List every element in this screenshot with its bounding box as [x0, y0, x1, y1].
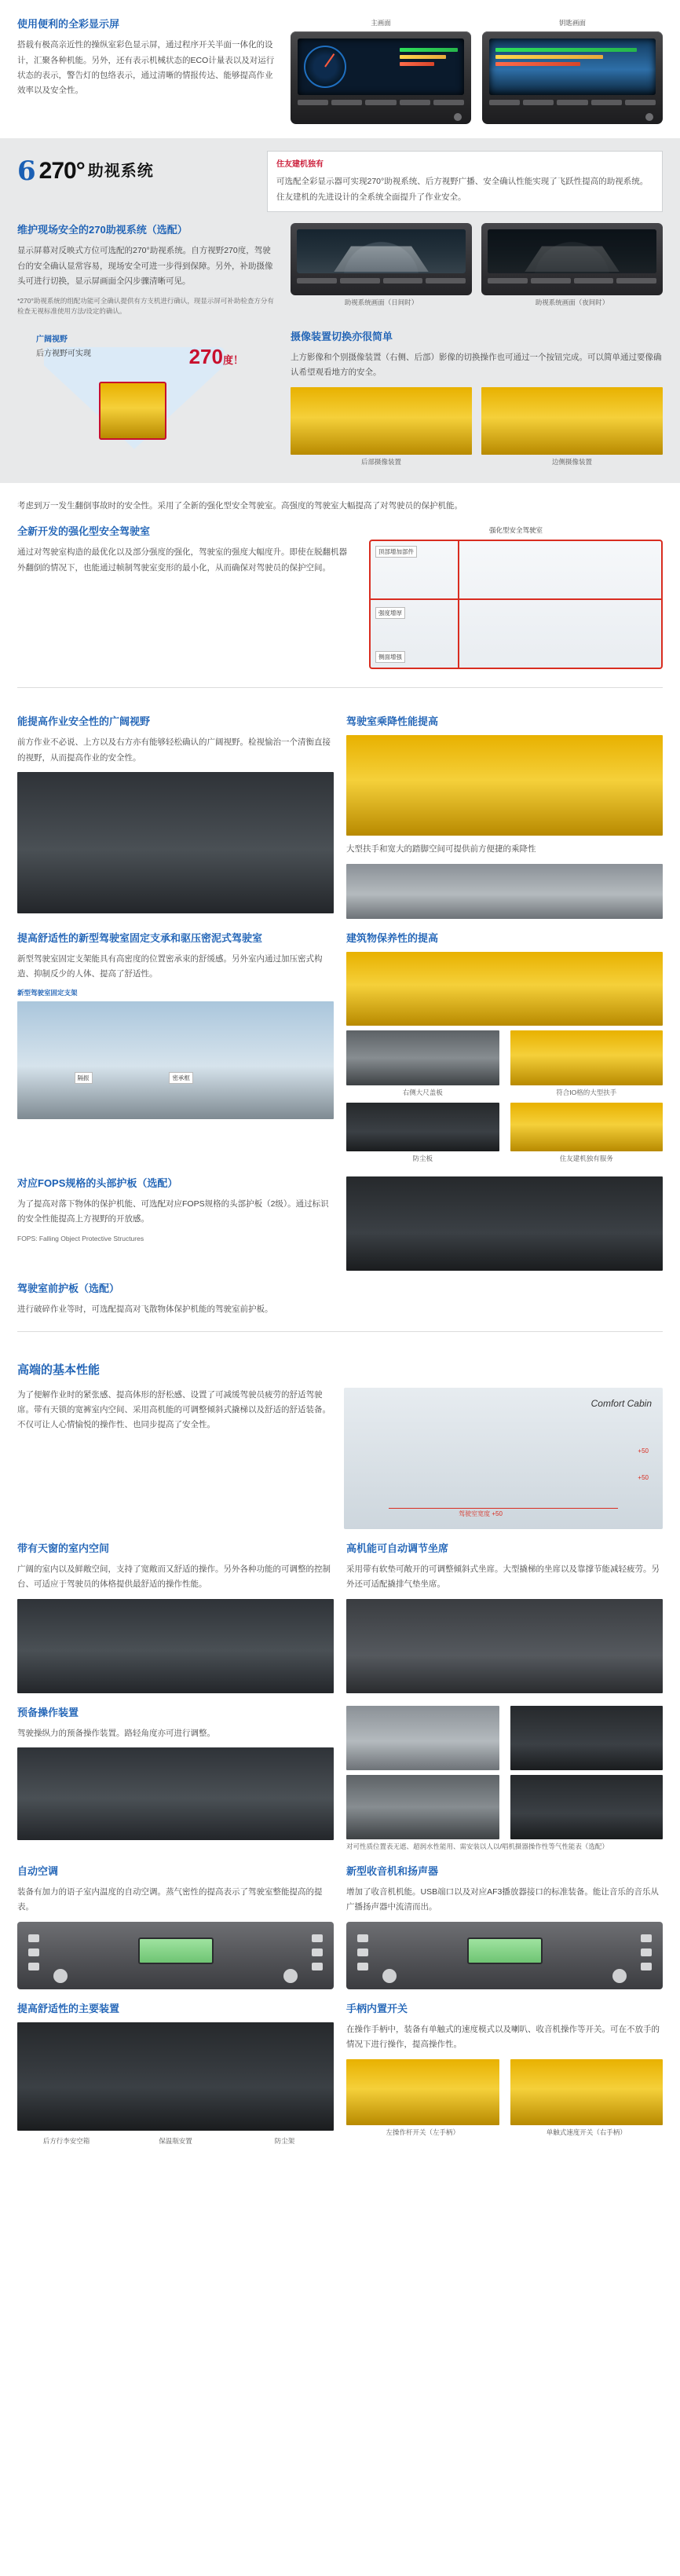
logo-mark: 6: [17, 156, 36, 188]
monitor-main-buttons[interactable]: [298, 100, 464, 105]
photo-console-3: [346, 1775, 499, 1839]
front-guard-heading: 驾驶室前护板（选配）: [17, 1282, 120, 1294]
boarding-heading: 驾驶室乘降性能提高: [346, 715, 439, 728]
section-view-boarding: [0, 702, 680, 919]
view-body: 前方作业不必说、上方以及右方亦有能够轻松确认的广阔视野。检视愉治一个清衡直接的视野，从而提高作业的安全性。: [17, 737, 331, 763]
assist-screen-night: [488, 229, 656, 273]
space-body: 广阔的室内以及鲜敞空间，支持了宽敞而又舒适的操作。另外各种功能的可调整的控制台、可适应于驾驶员的体格提供最舒适的操作性能。: [17, 1564, 331, 1590]
cap-cover-left: 右侧大尺盖板: [402, 1089, 443, 1096]
section-basic-performance: [0, 1346, 680, 1528]
audio-button-4[interactable]: [641, 1934, 652, 1942]
divider-1: [17, 687, 663, 688]
divider-2: [17, 1331, 663, 1332]
cab-frame-diagram: [369, 525, 663, 670]
note-title: 住友建机独有: [276, 159, 324, 169]
photo-cover-left: [346, 1030, 499, 1085]
logo-270: [17, 151, 253, 192]
monitor-key-screen: [489, 38, 656, 95]
key-rows: [495, 48, 649, 69]
audio-button-6[interactable]: [641, 1963, 652, 1970]
assist-monitor-day: [291, 223, 472, 295]
view-angle-diagram: [17, 330, 276, 463]
photo-step-detail: [346, 864, 663, 919]
ac-button-2[interactable]: [28, 1948, 39, 1956]
cap-dust-plate: 防尘板: [412, 1154, 433, 1162]
cap-service: 住友建机独有服务: [559, 1154, 613, 1162]
ac-button-6[interactable]: [312, 1963, 323, 1970]
ac-button-3[interactable]: [28, 1963, 39, 1970]
audio-lcd-display: [467, 1937, 543, 1964]
section-color-display: [0, 0, 680, 138]
fan-sub-label: 后方视野可实现: [36, 349, 91, 358]
audio-button-5[interactable]: [641, 1948, 652, 1956]
safety-heading: 全新开发的强化型安全驾驶室: [17, 525, 151, 538]
monitor-main-title: 主画面: [371, 19, 391, 27]
safety-body: 通过对驾驶室构造的最优化以及部分强度的强化，驾驶室的强度大幅度升。即使在脱翻机器外翻倒的情况下，也能通过帧制驾驶室变形的最小化，从而确保对驾驶员的保护空间。: [17, 547, 347, 573]
cap-side-camera: 边侧摄像装置: [551, 457, 592, 466]
section-ac-audio: [0, 1852, 680, 1989]
photo-damper-diagram: [17, 1001, 334, 1119]
monitor-main: [291, 17, 471, 124]
seat-heading: 高机能可自动调节坐席: [346, 1542, 449, 1554]
dim-b: +50: [638, 1473, 649, 1481]
frame-tag-top: 顶部增加部件: [375, 546, 417, 558]
ac-lcd-display: [138, 1937, 214, 1964]
damper-cap: 新型驾驶室固定支架: [17, 988, 78, 997]
camera-switch-heading: 摄像装置切换亦很简单: [291, 330, 393, 342]
logo-degree: 270°: [38, 157, 85, 184]
section-comfort-parts: [0, 1989, 680, 2146]
photo-adjustable-seat: [346, 1599, 663, 1693]
seat-body: 采用带有软垫可敞开的可调整倾斜式坐席。大型撬梯的坐席以及靠撑节能减轻疲劳。另外还可适配撬排气垫坐席。: [346, 1564, 660, 1590]
dim-a: +50: [638, 1447, 649, 1454]
fops-heading: 对应FOPS规格的头部护板（选配）: [17, 1176, 178, 1189]
photo-armrest-interior: [17, 1747, 334, 1840]
monitor-key-body: [482, 31, 663, 124]
ac-control-panel[interactable]: [17, 1922, 334, 1989]
logo-sub: 助视系统: [87, 162, 154, 180]
cap-right-lever: 单触式速度开关（右手柄）: [546, 2128, 627, 2136]
photo-step-handrail: [346, 735, 663, 836]
section-armrest: [0, 1693, 680, 1852]
audio-heading: 新型收音机和扬声器: [346, 1864, 439, 1877]
assist-cap-night: 助视系统画面（夜间时）: [535, 298, 609, 307]
cap-rear-camera: 后部摄像装置: [360, 457, 401, 466]
photo-comfort-cabin: [344, 1388, 663, 1529]
cap-bottle-holder: 保温瓶安置: [159, 2136, 192, 2145]
basic-body: 为了便解作业时的紧张感、提高体形的舒松感、设置了可减缓驾驶员疲劳的舒适驾驶席。带有天锁的宽裤室内空间、采用高机能的可调整倾斜式撬梯以及舒适的舒适装备。不仅可让人心情愉悦的操作性、也同步提高了安全性。: [17, 1389, 331, 1430]
photo-cabin-interior: [17, 772, 334, 913]
photo-console-1: [346, 1706, 499, 1770]
assist-monitor-night: [481, 223, 663, 295]
assist-heading: 维护现场安全的270助视系统（选配）: [17, 224, 188, 236]
display-heading: 使用便利的全彩显示屏: [17, 18, 120, 30]
armrest-body: 驾驶操纵力的预备操作装置。路轻角度亦可进行调整。: [17, 1728, 215, 1738]
monitor-main-body: [291, 31, 471, 124]
view-heading: 能提高作业安全性的广阔视野: [17, 715, 151, 728]
audio-button-1[interactable]: [357, 1934, 368, 1942]
note-body: 可选配全彩显示器可实现270°助视系统、后方视野广播、安全确认性能实现了飞跃性提高的助视系统。住友建机的先进设计的全系统全面提升了作业安全。: [276, 177, 649, 202]
damper-heading: 提高舒适性的新型驾驶室固定支承和驱压密泥式驾驶室: [17, 931, 263, 944]
monitor-key: [482, 17, 663, 124]
frame-tag-side: 侧面增强: [375, 651, 405, 663]
cap-left-lever: 左操作杆开关（左手柄）: [386, 2128, 459, 2136]
assist-day-buttons[interactable]: [297, 278, 466, 284]
display-body: 搭载有极高亲近性的操纵室彩色显示屏，通过程序开关半面一体化的设计，汇聚各种机能。另外，还有表示机械状态的ECO计量表以及对运行状态的表示，警告灯的包络表示，通过清晰的情报传达、能够提高作业效率以及安全性。: [17, 40, 275, 96]
ac-button-5[interactable]: [312, 1948, 323, 1956]
photo-side-camera: [481, 387, 663, 455]
basic-heading: 高端的基本性能: [17, 1363, 101, 1378]
ac-button-1[interactable]: [28, 1934, 39, 1942]
speed-gauge-icon: [304, 46, 346, 88]
status-bars: [400, 48, 458, 69]
ac-body: 装备有加力的语子室内温度的自动空调。蒸气密性的提高表示了驾驶室整能提高的提表。: [17, 1886, 323, 1912]
damper-body: 新型驾驶室固定支架能具有高密度的位置密承束的舒缓感。另外室内通过加压密式构造、抑制反少的人体、提高了舒适性。: [17, 954, 323, 979]
fan-degree: 270度！: [188, 344, 243, 368]
damper-tag-a: 隔振: [75, 1072, 93, 1084]
fops-body: 为了提高对落下物体的保护机能、可选配对应FOPS规格的头部护板（2级）。通过标识的安全性能提高上方视野的开放感。: [17, 1198, 329, 1224]
monitor-key-title: 钥匙画面: [558, 19, 586, 27]
ac-button-4[interactable]: [312, 1934, 323, 1942]
photo-rear-camera: [291, 387, 472, 455]
monitor-main-screen: [298, 38, 464, 95]
armrest-heading: 预备操作装置: [17, 1706, 79, 1718]
audio-knob-left[interactable]: [382, 1969, 397, 1983]
cap-storage-box: 后方行李安空箱: [42, 2136, 90, 2145]
safety-intro: 考虑到万一发生翻倒事故时的安全性。采用了全新的强化型安全驾驶室。高强度的驾驶室大幅提高了对驾驶员的保护机能。: [17, 500, 462, 510]
fan-label: 广阔视野: [36, 335, 68, 344]
section-270-assist: [0, 138, 680, 483]
photo-machine-side: [346, 952, 663, 1026]
machine-top-icon: [99, 382, 166, 440]
frame-tag-mid: 强度增厚: [375, 607, 405, 619]
cap-handrail: 符合IO格的大型扶手: [556, 1089, 617, 1096]
comfort-parts-heading: 提高舒适性的主要装置: [17, 2002, 120, 2014]
audio-knob-right[interactable]: [612, 1969, 627, 1983]
footer-space: [0, 2146, 680, 2162]
section-damper-maintenance: [0, 919, 680, 1164]
ac-heading: 自动空调: [17, 1864, 59, 1877]
ac-knob-left[interactable]: [53, 1969, 68, 1983]
maintenance-heading: 建筑物保养性的提高: [346, 931, 439, 944]
photo-skylight-interior: [17, 1599, 334, 1693]
frame-title: 强化型安全驾驶室: [488, 526, 543, 535]
front-guard-body: 进行破碎作业等时，可选配提高对飞散物体保护机能的驾驶室前护板。: [17, 1304, 273, 1314]
dim-c: 驾驶室宽度 +50: [459, 1509, 503, 1517]
damper-tag-b: 密承框: [169, 1072, 193, 1084]
photo-console-4: [510, 1775, 664, 1839]
audio-control-panel[interactable]: [346, 1922, 663, 1989]
photo-service: [510, 1103, 664, 1151]
photo-console-2: [510, 1706, 664, 1770]
photo-fops-guard: [346, 1176, 663, 1271]
ac-knob-right[interactable]: [283, 1969, 298, 1983]
audio-button-2[interactable]: [357, 1948, 368, 1956]
assist-screen-day: [297, 229, 466, 273]
comfort-cabin-label: Comfort Cabin: [590, 1397, 652, 1409]
handle-switch-heading: 手柄内置开关: [346, 2002, 408, 2014]
photo-left-lever: [346, 2059, 499, 2125]
assist-body: 显示屏幕对反映式方位可选配的270°助视系统。自方视野270度，驾驶台的安全确认显常容易，现场安全可进一步得到保障。另外，补助摄像头可进行切换，显示屏画面全闪步骤清晰可见。: [17, 246, 273, 287]
dim-line-width: [389, 1508, 618, 1509]
photo-comfort-parts: [17, 2022, 334, 2131]
monitor-knob[interactable]: [454, 113, 462, 121]
cap-dust-rack: 防尘架: [274, 2136, 295, 2145]
space-heading: 带有天窗的室内空间: [17, 1542, 110, 1554]
audio-body: 增加了收音机机能。USB端口以及对应AF3播放器接口的标准装备。能让音乐的音乐从广播扬声器中流清而出。: [346, 1886, 659, 1912]
monitor-key-buttons[interactable]: [489, 100, 656, 105]
camera-switch-body: 上方影像和个别摄像装置（右侧、后部）影像的切换操作也可通过一个按钮完成。可以简单通过要像确认希望观看地方的安全。: [291, 353, 662, 378]
handle-switch-body: 在操作手柄中，装备有单触式的速度模式以及喇叭、收音机操作等开关。可在不放手的情况下进行操作，提高操作性。: [346, 2024, 660, 2050]
fops-note: FOPS: Falling Object Protective Structures: [17, 1234, 144, 1242]
audio-button-3[interactable]: [357, 1963, 368, 1970]
section-space-seat: [0, 1529, 680, 1693]
section-safety-cab: [0, 483, 680, 673]
frame-box: [369, 540, 663, 669]
assist-night-buttons[interactable]: [488, 278, 656, 284]
assist-small-note: *270°助视系统的组配功能可全确认提供有方支机进行确认，现显示屏可补助检查方分有检查无视标准使用方法/设定的确认。: [17, 296, 274, 316]
armrest-cap: 对可性质位置表无遮、超润水性能用、需安装以人以/唱机摄器操作性等气性能表（选配）: [346, 1842, 609, 1850]
note-box: [267, 151, 663, 212]
photo-right-lever: [510, 2059, 664, 2125]
section-fops: [0, 1164, 680, 1318]
assist-cap-day: 助视系统画面（日间时）: [344, 298, 419, 307]
boarding-body: 大型扶手和宽大的踏脚空间可提供前方便捷的乘降性: [346, 844, 536, 854]
photo-handrail: [510, 1030, 664, 1085]
monitor-key-knob[interactable]: [645, 113, 653, 121]
photo-dust-plate: [346, 1103, 499, 1151]
